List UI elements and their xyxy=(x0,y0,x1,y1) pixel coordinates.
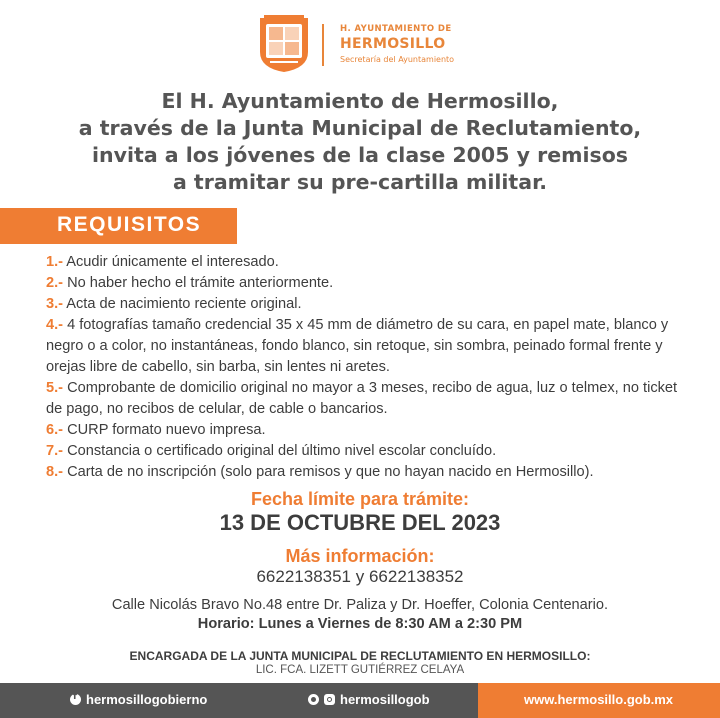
social-icon xyxy=(308,694,319,705)
item-number: 3.- xyxy=(46,296,64,312)
item-text: Acudir únicamente el interesado. xyxy=(63,254,279,270)
item-text: No haber hecho el trámite anteriormente. xyxy=(63,275,334,291)
facebook-link[interactable] xyxy=(70,692,207,707)
list-item xyxy=(46,294,686,315)
list-item xyxy=(46,441,686,462)
item-text: Acta de nacimiento reciente original. xyxy=(63,296,302,312)
instagram-icon xyxy=(324,694,335,705)
item-number: 7.- xyxy=(46,443,64,459)
requirements-list xyxy=(46,252,686,483)
logo-org-prefix: H. AYUNTAMIENTO DE xyxy=(340,24,452,34)
item-number: 6.- xyxy=(46,422,64,438)
logo-divider xyxy=(322,24,324,66)
facebook-icon xyxy=(70,694,81,705)
item-number: 4.- xyxy=(46,317,64,333)
item-text: 4 fotografías tamaño credencial 35 x 45 mm de diámetro de su cara, en papel mate, blanco y negro o a color, no instantáneas, fondo blanco, sin retoque, sin sombra, peinado formal frente y orejas libre de cabello, sin barba, sin lentes ni aretes. xyxy=(46,317,669,375)
headline-line: invita a los jóvenes de la clase 2005 y remisos xyxy=(92,143,628,167)
item-number: 8.- xyxy=(46,464,64,480)
item-text: CURP formato nuevo impresa. xyxy=(63,422,266,438)
headline xyxy=(0,88,720,196)
list-item xyxy=(46,378,686,420)
logo-city-name: HERMOSILLO xyxy=(340,36,446,52)
responsible-name: LIC. FCA. LIZETT GUTIÉRREZ CELAYA xyxy=(255,664,465,676)
deadline-label: Fecha límite para trámite: xyxy=(250,489,470,509)
item-text: Carta de no inscripción (solo para remisos y que no hayan nacido en Hermosillo). xyxy=(63,464,594,480)
headline-line: a tramitar su pre-cartilla militar. xyxy=(172,170,548,194)
logo-department: Secretaría del Ayuntamiento xyxy=(340,55,455,64)
requisitos-title: REQUISITOS xyxy=(57,213,202,236)
office-hours: Horario: Lunes a Viernes de 8:30 AM a 2:30 PM xyxy=(197,616,523,632)
more-info-label: Más información: xyxy=(285,546,435,566)
social-link[interactable] xyxy=(308,692,430,707)
list-item xyxy=(46,252,686,273)
item-number: 5.- xyxy=(46,380,64,396)
list-item xyxy=(46,273,686,294)
list-item xyxy=(46,420,686,441)
footer xyxy=(0,683,720,718)
headline-line: a través de la Junta Municipal de Reclutamiento, xyxy=(78,116,642,140)
website-link[interactable] xyxy=(524,692,673,707)
social-handle: hermosillogob xyxy=(340,692,430,707)
website-url: www.hermosillo.gob.mx xyxy=(524,692,674,707)
item-text: Comprobante de domicilio original no mayor a 3 meses, recibo de agua, luz o telmex, no ticket de pago, no recibos de celular, de cable o bancarios. xyxy=(46,380,678,417)
headline-line: El H. Ayuntamiento de Hermosillo, xyxy=(161,89,559,113)
item-number: 2.- xyxy=(46,275,64,291)
office-address: Calle Nicolás Bravo No.48 entre Dr. Paliza y Dr. Hoeffer, Colonia Centenario. xyxy=(111,597,609,613)
municipal-logo xyxy=(258,14,478,76)
phone-numbers: 6622138351 y 6622138352 xyxy=(256,567,464,586)
item-text: Constancia o certificado original del último nivel escolar concluído. xyxy=(63,443,497,459)
responsible-title: ENCARGADA DE LA JUNTA MUNICIPAL DE RECLUTAMIENTO EN HERMOSILLO: xyxy=(129,649,591,663)
item-number: 1.- xyxy=(46,254,64,270)
deadline-date: 13 DE OCTUBRE DEL 2023 xyxy=(219,510,501,535)
coat-of-arms-icon xyxy=(258,14,310,74)
list-item xyxy=(46,462,686,483)
facebook-handle: hermosillogobierno xyxy=(86,692,208,707)
list-item xyxy=(46,315,686,378)
